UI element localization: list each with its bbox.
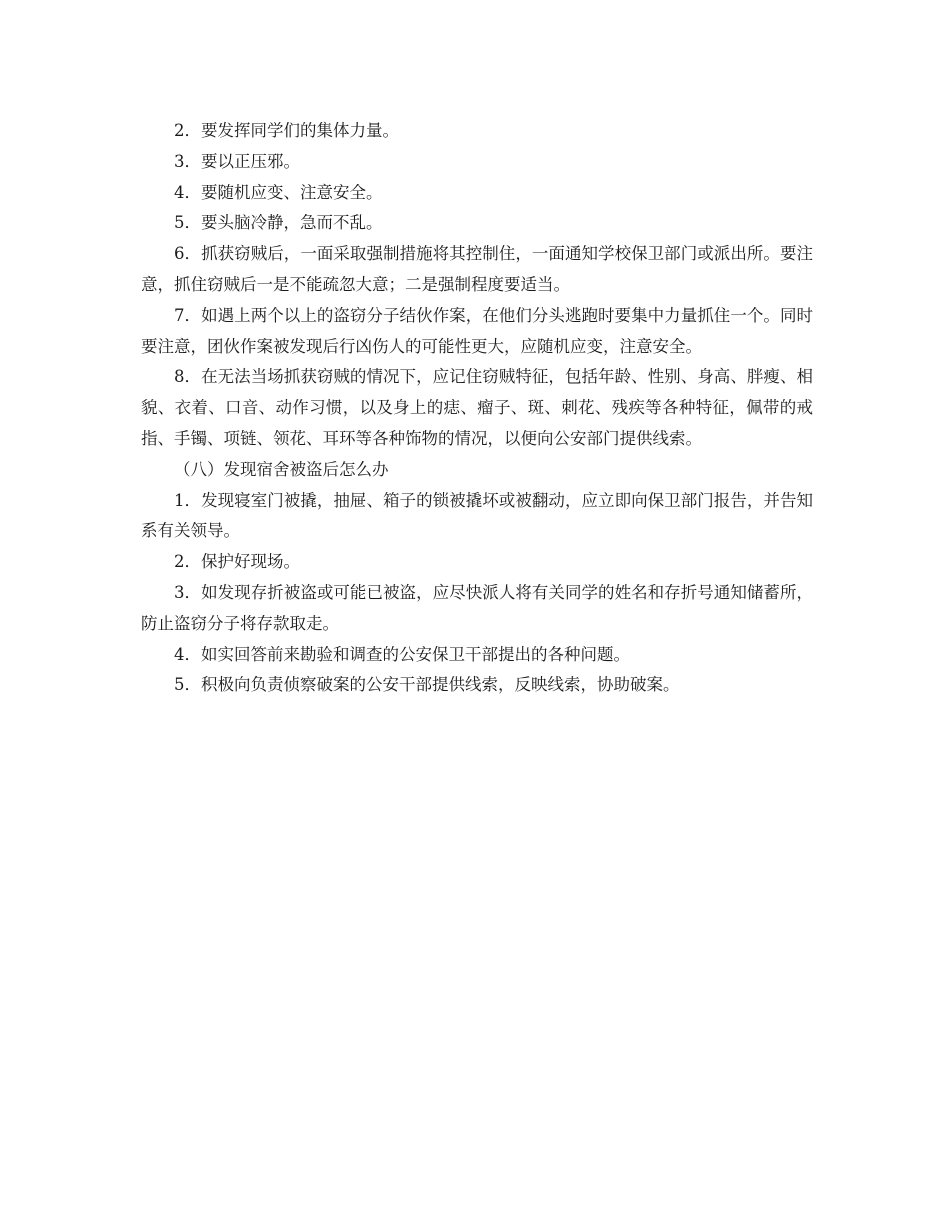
list-item-adapt-safety: 4．要随机应变、注意安全。 bbox=[174, 182, 383, 202]
list-item-report-break-in: 1．发现寝室门被撬，抽屉、箱子的锁被撬坏或被翻动，应立即向保卫部门报告，并告知系有关领导。 bbox=[141, 490, 813, 541]
section-heading-dorm-theft: （八）发现宿舍被盗后怎么办 bbox=[174, 459, 389, 479]
list-item-group-thieves: 7．如遇上两个以上的盗窃分子结伙作案，在他们分头逃跑时要集中力量抓住一个。同时要注意，团伙作案被发现后行凶伤人的可能性更大，应随机应变，注意安全。 bbox=[141, 305, 813, 356]
list-item-collective-strength: 2．要发挥同学们的集体力量。 bbox=[174, 121, 399, 140]
list-item-remember-features: 8．在无法当场抓获窃贼的情况下，应记住窃贼特征，包括年龄、性别、身高、胖瘦、相貌、衣着、口音、动作习惯，以及身上的痣、瘤子、斑、刺花、残疾等各种特征，佩带的戒指、手镯、项链、领花、耳环等各种饰物的情况，以便向公安部门提供线索。 bbox=[141, 367, 813, 448]
list-item-answer-questions: 4．如实回答前来勘验和调查的公安保卫干部提出的各种问题。 bbox=[174, 644, 630, 664]
list-item-stay-calm: 5．要头脑冷静，急而不乱。 bbox=[174, 213, 383, 233]
list-item-suppress-evil: 3．要以正压邪。 bbox=[174, 151, 300, 171]
document-body bbox=[141, 116, 813, 701]
list-item-provide-clues: 5．积极向负责侦察破案的公安干部提供线索，反映线索，协助破案。 bbox=[174, 675, 680, 695]
list-item-protect-scene: 2．保护好现场。 bbox=[174, 552, 300, 572]
list-item-after-capture: 6．抓获窃贼后，一面采取强制措施将其控制住，一面通知学校保卫部门或派出所。要注意，抓住窃贼后一是不能疏忽大意；二是强制程度要适当。 bbox=[141, 244, 813, 294]
list-item-bankbook-stolen: 3．如发现存折被盗或可能已被盗，应尽快派人将有关同学的姓名和存折号通知储蓄所，防止盗窃分子将存款取走。 bbox=[141, 582, 813, 633]
